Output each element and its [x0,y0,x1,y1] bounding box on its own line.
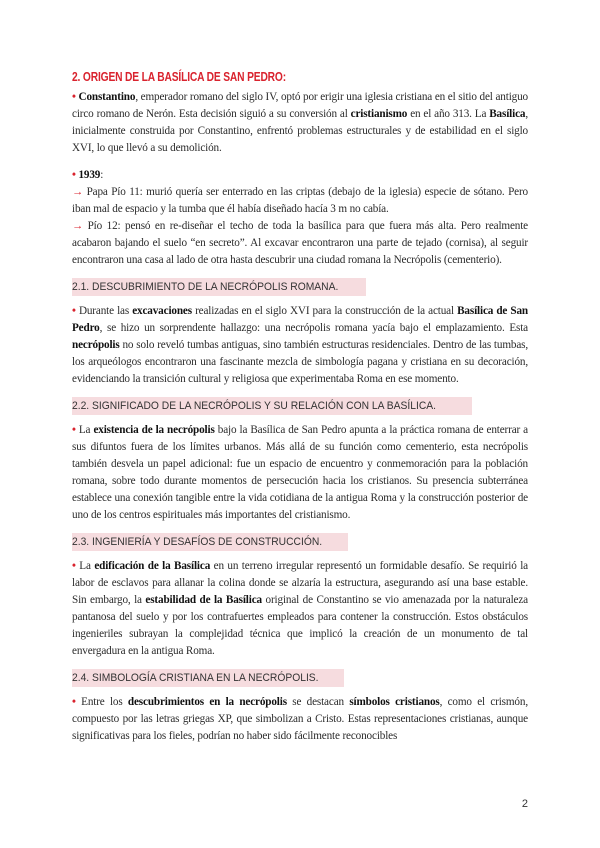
text-run: La [78,424,94,436]
text-run: realizadas en el siglo XVI para la construcción de la actual [191,305,458,317]
paragraph-2-3 [72,558,528,660]
bold-term: excavaciones [132,305,192,317]
arrow-icon: → [72,220,84,232]
text-run: original de Constantino se vio amenazada por la naturaleza pantanosa del suelo y por los contrafuertes empleados para contener la construcción. Estos obstáculos ingenieriles subrayan la complejidad técnica que implicó la creación de un monumento de tal envergadura en la antigua Roma. [72,594,528,657]
text-run: en un terreno irregular representó un formidable desafío. Se requirió la labor de esclavos para allanar la colina donde se alzaría la estructura, asegurando así una base estable. Sin embargo, la [72,560,528,606]
bullet: • [72,560,76,572]
paragraph-2-2 [72,422,528,524]
bullet: • [72,305,76,317]
heading-text: 2.1. DESCUBRIMIENTO DE LA NECRÓPOLIS ROMANA. [72,281,339,293]
text-run: , como el crismón, compuesto por las letras griegas XP, que simbolizan a Cristo. Estas representaciones cristianas, aunque significativas para los fieles, podrían no haber sido fácilmente reconocibles [72,696,528,742]
bold-term: Basílica [489,108,526,120]
paragraph-2-1 [72,303,528,388]
bullet: • [72,91,76,103]
text-run: en el año 313. La [407,108,490,120]
arrow-item-2 [72,218,528,269]
heading-text: 2.3. INGENIERÍA Y DESAFÍOS DE CONSTRUCCIÓN. [72,536,323,548]
bold-term: símbolos cristianos [349,696,440,708]
document-page [72,70,528,745]
paragraph-2-4 [72,694,528,745]
bold-term: descubrimientos en la necrópolis [127,696,287,708]
text-run: , emperador romano del siglo IV, optó por erigir una iglesia cristiana en el sitio del antiguo circo romano de Nerón. Esta decisión siguió a su conversión al [72,91,528,120]
intro-paragraph [72,89,528,157]
bold-term: edificación de la Basílica [94,560,211,572]
text-run: Durante las [78,305,133,317]
bullet: • [72,424,76,436]
year-label: 1939 [78,169,101,181]
bold-term: Constantino [78,91,136,103]
text-run: Entre los [81,696,128,708]
year-line [72,167,528,184]
text-run: se destacan [286,696,350,708]
subsection-heading-2-3 [72,533,348,551]
text-run: Papa Pío 11: murió quería ser enterrado en las criptas (debajo de la iglesia) especie de sótano. Pero iban mal de espacio y la tumba que él había diseñado hacía 3 m no cabía. [72,186,528,215]
bold-term: estabilidad de la Basílica [145,594,262,606]
heading-text: 2.4. SIMBOLOGÍA CRISTIANA EN LA NECRÓPOLIS. [72,672,319,684]
text-run: bajo la Basílica de San Pedro apunta a la práctica romana de enterrar a sus difuntos fuera de los límites urbanos. Más allá de su función como cementerio, esta necrópolis también desvela un papel adicional: fue un espacio de encuentro y conmemoración para la población romana, sobre todo durante momentos de persecución hacia los cristianos. Su presencia subterránea establece una conexión tangible entre la vida cotidiana de la antigua Roma y la construcción posterior de uno de los centros espirituales más importantes del cristianismo. [72,424,528,521]
subsection-heading-2-2 [72,397,472,415]
text-run: no solo reveló tumbas antiguas, sino también estructuras residenciales. Dentro de las tumbas, los arqueólogos encontraron una fascinante mezcla de simbología pagana y cristiana en su decoración, evidenciando la transición cultural y religiosa que experimentaba Roma en ese momento. [72,339,528,385]
page-number: 2 [521,798,528,810]
text-run: : [100,169,104,181]
bold-term: existencia de la necrópolis [93,424,215,436]
subsection-heading-2-1 [72,278,366,296]
subsection-heading-2-4 [72,669,344,687]
text-run: , inicialmente construida por Constantino, enfrentó problemas estructurales y de estabilidad en el siglo XVI, lo que llevó a su demolición. [72,108,528,154]
bold-term: Basílica de San Pedro [72,305,528,334]
text-run: , se hizo un sorprendente hallazgo: una necrópolis romana yacía bajo el emplazamiento. Esta [99,322,528,334]
bold-term: cristianismo [350,108,408,120]
bullet: • [72,169,76,181]
arrow-icon: → [72,186,84,198]
bullet: • [72,696,76,708]
text-run: La [79,560,95,572]
bold-term: necrópolis [72,339,120,351]
section-title: 2. ORIGEN DE LA BASÍLICA DE SAN PEDRO: [72,70,286,84]
heading-text: 2.2. SIGNIFICADO DE LA NECRÓPOLIS Y SU RELACIÓN CON LA BASÍLICA. [72,400,436,412]
arrow-item-1 [72,184,528,218]
text-run: Pío 12: pensó en re-diseñar el techo de toda la basílica para que fuera más alta. Pero realmente acabaron bajando el suelo “en secreto”. Al excavar encontraron una parte de tejado (cornisa), al seguir encontraron una casa al lado de otra hasta descubrir una ciudad romana la Necrópolis (cementerio). [72,220,528,266]
